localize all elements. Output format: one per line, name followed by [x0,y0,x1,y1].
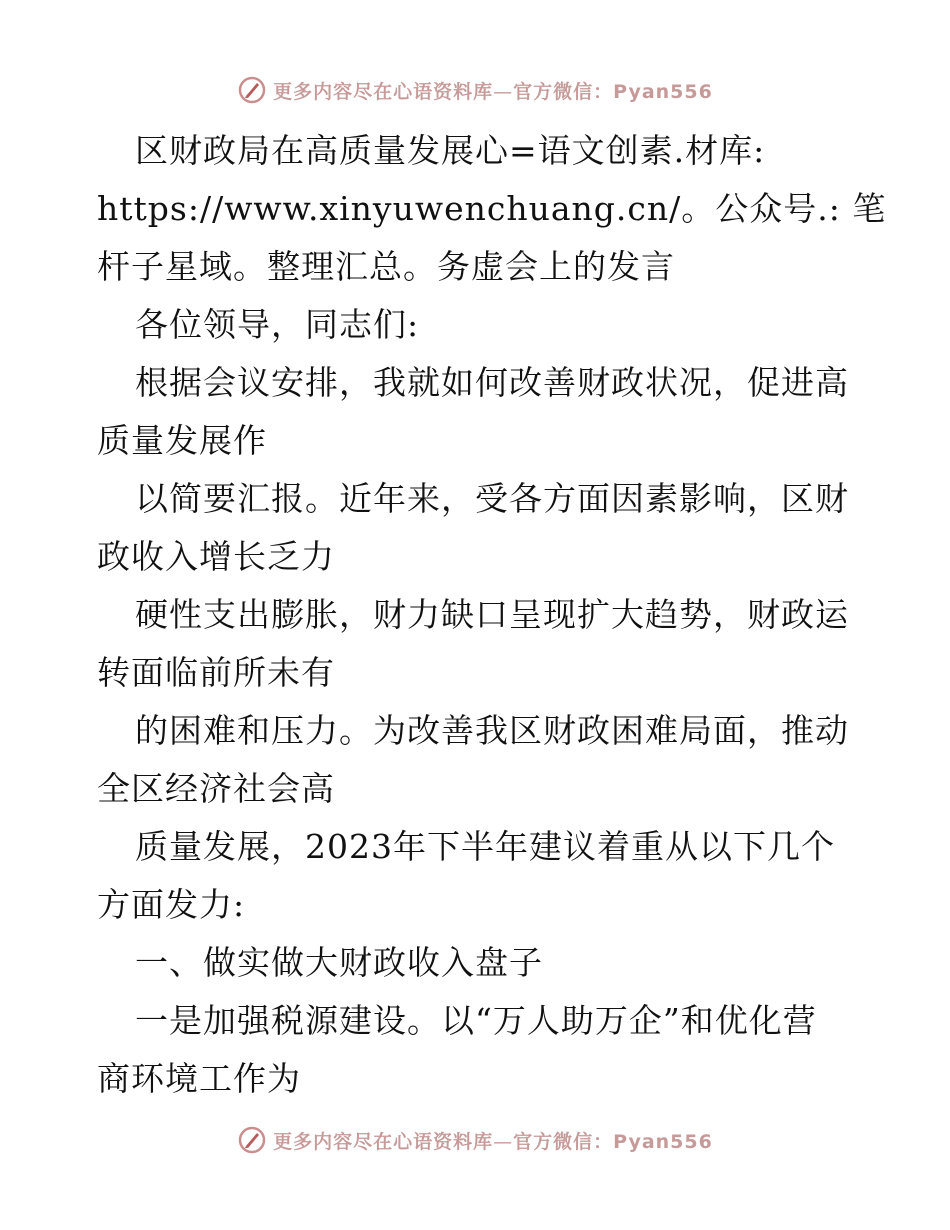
footer-watermark [0,1120,950,1160]
text-line: 质量发展作 [97,421,267,460]
text-line: 杆子星域。整理汇总。务虚会上的发言 [97,247,675,286]
text-line: 根据会议安排，我就如何改善财政状况，促进高 [135,363,849,402]
watermark-text: 更多内容尽在心语资料库—官方微信：Pyan556 [273,1130,713,1153]
text-line: https://www.xinyuwenchuang.cn/。公众号.: 笔 [97,189,887,228]
text-line: 区财政局在高质量发展心=语文创素.材库: [135,131,766,170]
text-line: 以简要汇报。近年来，受各方面因素影响，区财 [135,479,849,518]
watermark-text: 更多内容尽在心语资料库—官方微信：Pyan556 [273,80,713,103]
text-line: 一、做实做大财政收入盘子 [135,943,543,982]
text-line: 的困难和压力。为改善我区财政困难局面，推动 [135,711,849,750]
text-line: 政收入增长乏力 [97,537,335,576]
quill-logo-icon [237,75,267,105]
quill-logo-icon [237,1125,267,1155]
document-body [97,122,887,1108]
text-line: 硬性支出膨胀，财力缺口呈现扩大趋势，财政运 [135,595,849,634]
text-line: 商环境工作为 [97,1059,301,1098]
text-line: 方面发力: [97,885,246,924]
text-line: 转面临前所未有 [97,653,335,692]
text-line: 质量发展，2023年下半年建议着重从以下几个 [135,827,835,866]
text-line: 一是加强税源建设。以“万人助万企”和优化营 [135,1001,817,1040]
header-watermark [0,70,950,110]
text-line: 各位领导，同志们: [135,305,420,344]
text-line: 全区经济社会高 [97,769,335,808]
